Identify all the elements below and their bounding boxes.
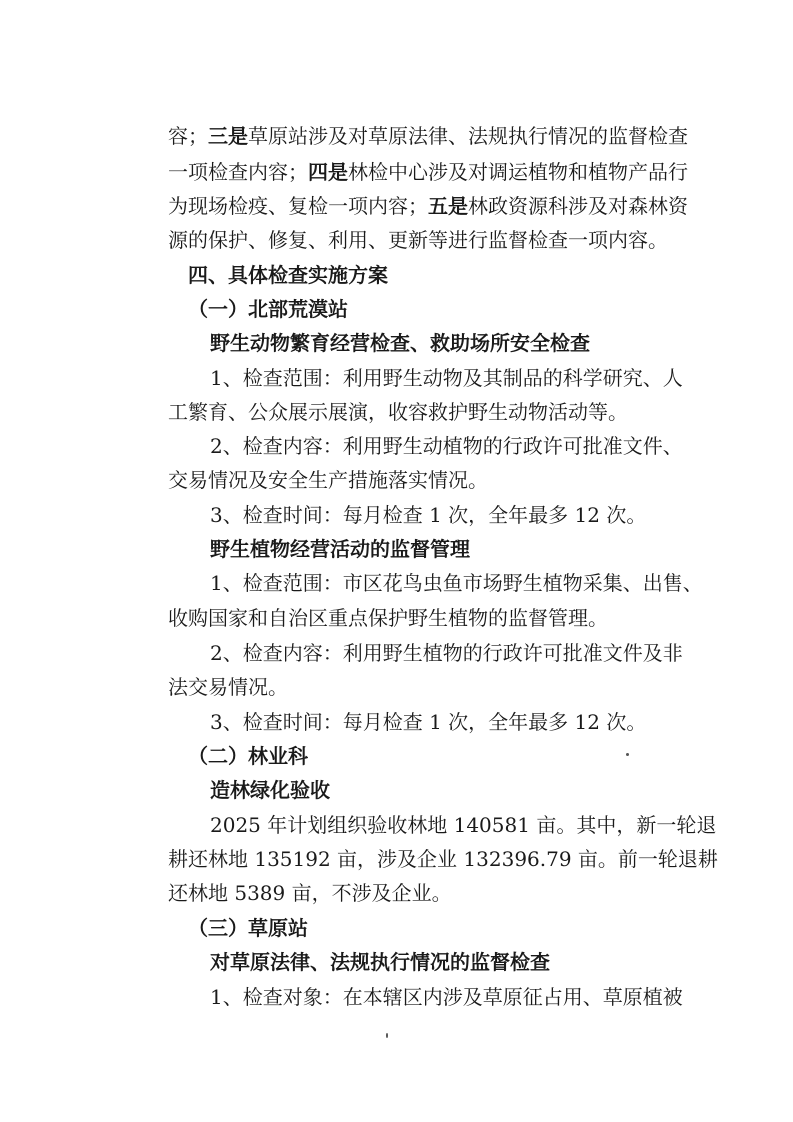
para-line: 收购国家和自治区重点保护野生植物的监督管理。 (168, 606, 608, 630)
text: 一项检查内容； (168, 160, 308, 184)
para-line: 交易情况及安全生产措施落实情况。 (168, 468, 488, 492)
para-line: 还林地 5389 亩，不涉及企业。 (168, 881, 452, 905)
para-line: 1、检查范围：利用野生动物及其制品的科学研究、人 (210, 366, 683, 390)
text: 林检中心涉及对调运植物和植物产品行 (348, 160, 688, 184)
para-line: 2、检查内容：利用野生动植物的行政许可批准文件、 (210, 434, 683, 458)
item-heading: 野生植物经营活动的监督管理 (210, 537, 470, 561)
para-line (168, 123, 688, 149)
bold-text: 四是 (308, 160, 348, 184)
para-line: 源的保护、修复、利用、更新等进行监督检查一项内容。 (168, 228, 668, 252)
para-line: 法交易情况。 (168, 675, 288, 699)
para-line: 工繁育、公众展示展演，收容救护野生动物活动等。 (168, 400, 628, 424)
subsection-heading: （三）草原站 (188, 916, 308, 940)
item-heading: 造林绿化验收 (210, 778, 330, 802)
scan-speck (386, 1033, 388, 1038)
para-line: 3、检查时间：每月检查 1 次，全年最多 12 次。 (210, 503, 647, 527)
text: 林政资源科涉及对森林资 (468, 194, 688, 218)
bold-text: 三是 (208, 124, 248, 148)
para-line: 2、检查内容：利用野生植物的行政许可批准文件及非 (210, 641, 683, 665)
para-line: 耕还林地 135192 亩，涉及企业 132396.79 亩。前一轮退耕 (168, 847, 718, 871)
para-line: 3、检查时间：每月检查 1 次，全年最多 12 次。 (210, 710, 647, 734)
section-heading: 四、具体检查实施方案 (188, 263, 388, 287)
para-line: 2025 年计划组织验收林地 140581 亩。其中，新一轮退 (210, 813, 717, 837)
text: 容； (168, 124, 208, 148)
scan-speck (626, 753, 629, 756)
item-heading: 野生动物繁育经营检查、救助场所安全检查 (210, 331, 590, 355)
text: 为现场检疫、复检一项内容； (168, 194, 428, 218)
para-line (168, 159, 688, 185)
bold-text: 五是 (428, 194, 468, 218)
para-line: 1、检查对象：在本辖区内涉及草原征占用、草原植被 (210, 985, 683, 1009)
subsection-heading: （一）北部荒漠站 (188, 297, 348, 321)
item-heading: 对草原法律、法规执行情况的监督检查 (210, 950, 550, 974)
subsection-heading: （二）林业科 (188, 744, 308, 768)
para-line (168, 193, 688, 219)
text: 草原站涉及对草原法律、法规执行情况的监督检查 (248, 124, 688, 148)
para-line: 1、检查范围：市区花鸟虫鱼市场野生植物采集、出售、 (210, 571, 703, 595)
